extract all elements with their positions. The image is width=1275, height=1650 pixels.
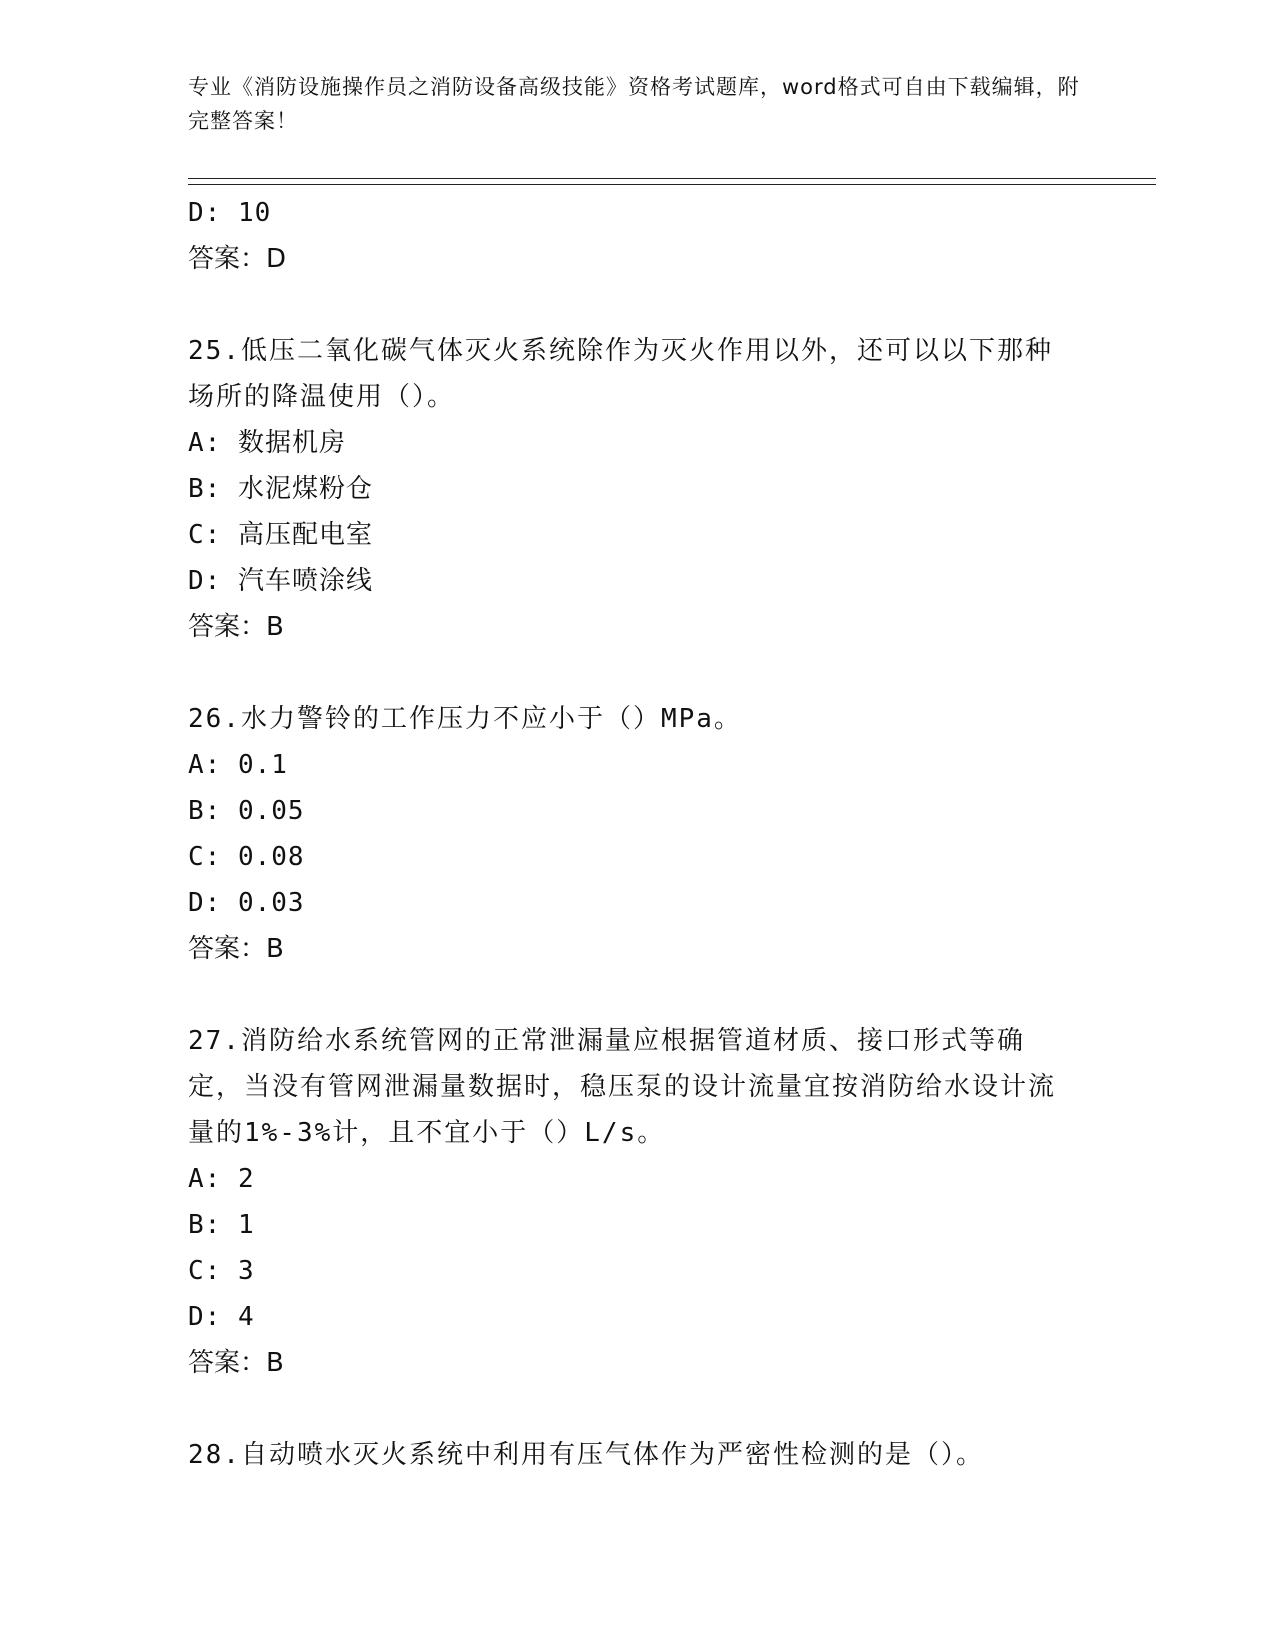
- option-b: B: 水泥煤粉仓: [188, 474, 373, 504]
- header-divider-bottom: [188, 184, 1156, 185]
- question-list: [188, 190, 1088, 1478]
- question-stem: 28.自动喷水灭火系统中利用有压气体作为严密性检测的是（）。: [188, 1440, 984, 1470]
- option-b: B: 0.05: [188, 796, 305, 826]
- option-c: C: 高压配电室: [188, 520, 373, 550]
- option-a: A: 0.1: [188, 750, 288, 780]
- question-stem: 27.消防给水系统管网的正常泄漏量应根据管道材质、接口形式等确定，当没有管网泄漏量数据时，稳压泵的设计流量宜按消防给水设计流量的1%-3%计，且不宜小于（）L/s。: [188, 1026, 1057, 1148]
- question-27: [188, 1018, 1088, 1386]
- option-b: B: 1: [188, 1210, 255, 1240]
- answer: 答案：B: [188, 1348, 284, 1378]
- document-header: [188, 70, 1088, 138]
- answer: 答案：B: [188, 934, 284, 964]
- spacer: [188, 972, 1088, 1018]
- previous-answer: 答案：D: [188, 244, 287, 274]
- option-d: D: 汽车喷涂线: [188, 566, 373, 596]
- header-divider-top: [188, 178, 1156, 179]
- question-28: [188, 1432, 1088, 1478]
- question-stem: 25.低压二氧化碳气体灭火系统除作为灭火作用以外，还可以以下那种场所的降温使用（）。: [188, 336, 1053, 412]
- option-a: A: 2: [188, 1164, 255, 1194]
- option-d: D: 0.03: [188, 888, 305, 918]
- option-c: C: 3: [188, 1256, 255, 1286]
- option-c: C: 0.08: [188, 842, 305, 872]
- option-a: A: 数据机房: [188, 428, 346, 458]
- header-text: 专业《消防设施操作员之消防设备高级技能》资格考试题库，word格式可自由下载编辑，附完整答案！: [188, 75, 1080, 133]
- question-stem: 26.水力警铃的工作压力不应小于（）MPa。: [188, 704, 742, 734]
- spacer: [188, 1386, 1088, 1432]
- option-d: D: 4: [188, 1302, 255, 1332]
- answer: 答案：B: [188, 612, 284, 642]
- spacer: [188, 282, 1088, 328]
- previous-option-d: D: 10: [188, 198, 272, 228]
- spacer: [188, 650, 1088, 696]
- question-25: [188, 328, 1088, 650]
- question-26: [188, 696, 1088, 972]
